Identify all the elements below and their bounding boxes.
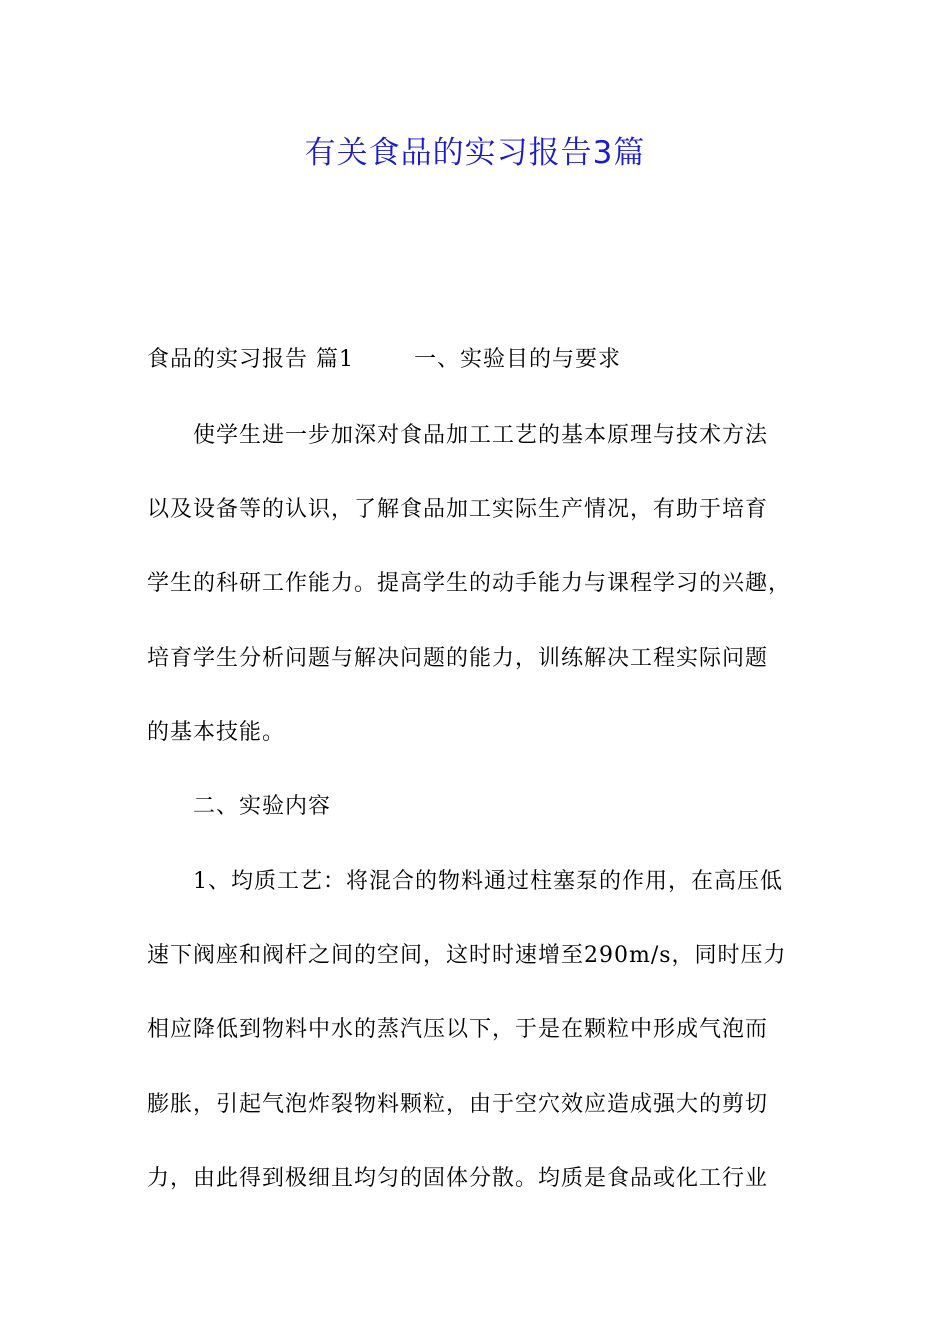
section-heading-line [147, 342, 621, 378]
paragraph-line: 速下阀座和阀杆之间的空间，这时时速增至290m/s，同时压力 [147, 943, 787, 968]
section-heading: 食品的实习报告 篇1 [147, 347, 354, 372]
subheading-content: 二、实验内容 [193, 794, 332, 819]
paragraph-line: 以及设备等的认识，了解食品加工实际生产情况，有助于培育 [147, 497, 769, 522]
paragraph-line: 力，由此得到极细且均匀的固体分散。均质是食品或化工行业 [147, 1166, 769, 1191]
subheading-objectives: 一、实验目的与要求 [414, 347, 622, 372]
paragraph-line: 1、均质工艺：将混合的物料通过柱塞泵的作用，在高压低 [193, 869, 783, 894]
paragraph-line: 培育学生分析问题与解决问题的能力，训练解决工程实际问题 [147, 646, 769, 671]
paragraph-line: 膨胀，引起气泡炸裂物料颗粒，由于空穴效应造成强大的剪切 [147, 1092, 769, 1117]
document-title: 有关食品的实习报告3篇 [304, 135, 646, 171]
paragraph-line: 学生的科研工作能力。提高学生的动手能力与课程学习的兴趣， [147, 571, 792, 596]
paragraph-line: 相应降低到物料中水的蒸汽压以下，于是在颗粒中形成气泡而 [147, 1017, 769, 1042]
paragraph-line: 的基本技能。 [147, 720, 286, 745]
paragraph-line: 使学生进一步加深对食品加工工艺的基本原理与技术方法 [193, 423, 769, 448]
